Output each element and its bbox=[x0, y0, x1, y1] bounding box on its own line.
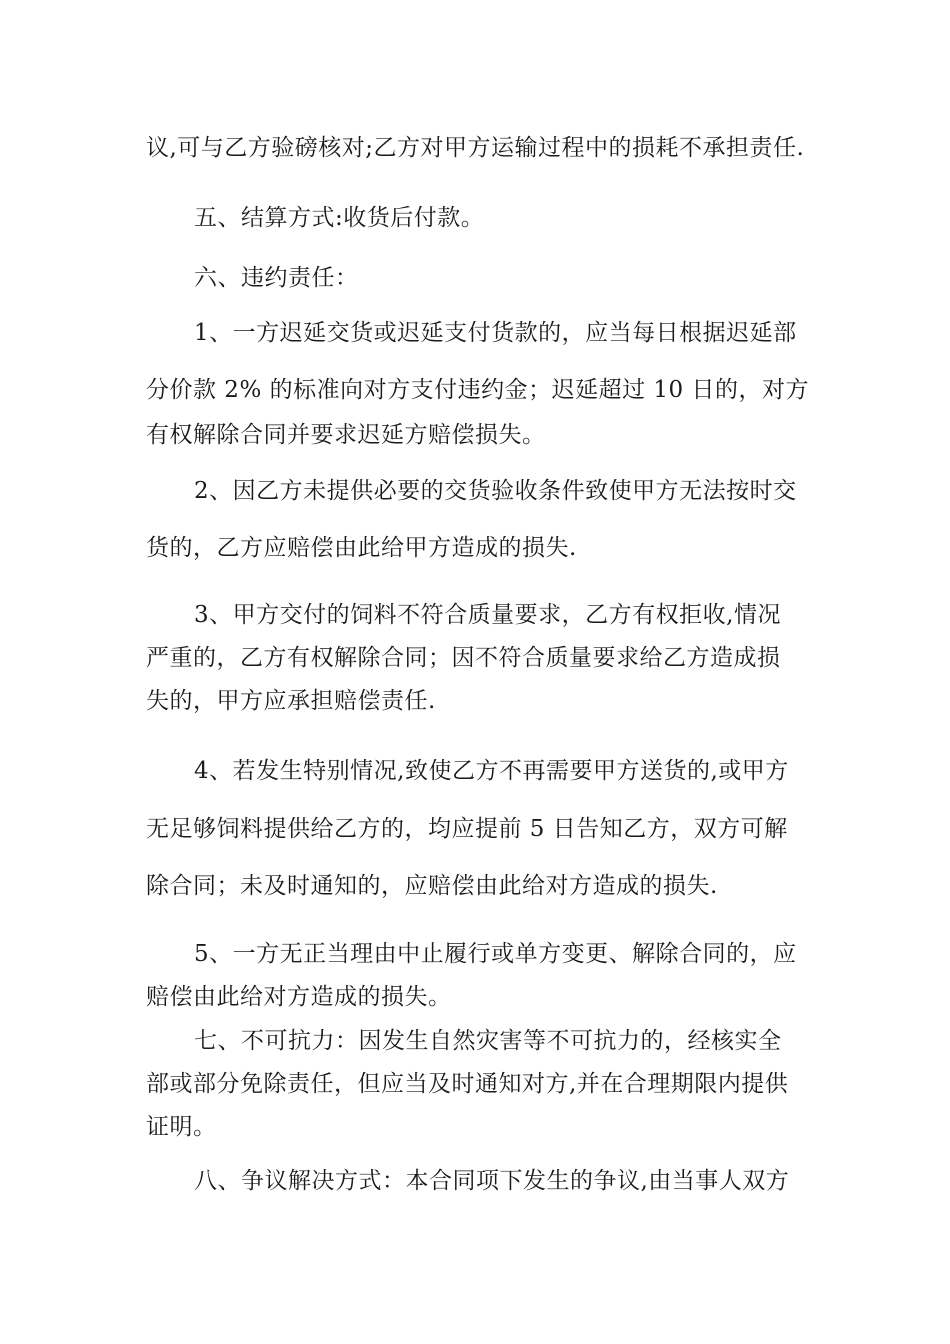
paragraph-line: 议,可与乙方验磅核对;乙方对甲方运输过程中的损耗不承担责任. bbox=[146, 135, 805, 161]
clause-4-line: 4、若发生特别情况,致使乙方不再需要甲方送货的,或甲方 bbox=[194, 758, 789, 784]
clause-2-line: 2、因乙方未提供必要的交货验收条件致使甲方无法按时交 bbox=[194, 478, 797, 504]
clause-4-line: 除合同；未及时通知的，应赔偿由此给对方造成的损失. bbox=[146, 873, 718, 899]
clause-3-line: 3、甲方交付的饲料不符合质量要求，乙方有权拒收,情况 bbox=[194, 602, 781, 628]
clause-5-line: 赔偿由此给对方造成的损失。 bbox=[146, 984, 452, 1010]
clause-2-line: 货的，乙方应赔偿由此给甲方造成的损失. bbox=[146, 535, 577, 561]
clause-1-line: 有权解除合同并要求迟延方赔偿损失。 bbox=[146, 422, 546, 448]
section-force-majeure-line: 证明。 bbox=[146, 1114, 217, 1140]
clause-5-line: 5、一方无正当理由中止履行或单方变更、解除合同的，应 bbox=[194, 941, 797, 967]
section-force-majeure-line: 部或部分免除责任，但应当及时通知对方,并在合理期限内提供 bbox=[146, 1071, 789, 1097]
clause-3-line: 严重的，乙方有权解除合同；因不符合质量要求给乙方造成损 bbox=[146, 645, 781, 671]
clause-1-line: 1、一方迟延交货或迟延支付货款的，应当每日根据迟延部 bbox=[194, 320, 797, 346]
clause-1-line: 分价款 2% 的标准向对方支付违约金；迟延超过 10 日的，对方 bbox=[146, 377, 809, 403]
section-heading-settlement: 五、结算方式:收货后付款。 bbox=[194, 205, 485, 231]
clause-4-line: 无足够饲料提供给乙方的，均应提前 5 日告知乙方，双方可解 bbox=[146, 816, 788, 842]
clause-3-line: 失的，甲方应承担赔偿责任. bbox=[146, 688, 436, 714]
section-force-majeure-line: 七、不可抗力：因发生自然灾害等不可抗力的，经核实全 bbox=[194, 1028, 782, 1054]
section-heading-liability: 六、违约责任： bbox=[194, 265, 359, 291]
section-dispute-line: 八、争议解决方式：本合同项下发生的争议,由当事人双方 bbox=[194, 1168, 790, 1194]
